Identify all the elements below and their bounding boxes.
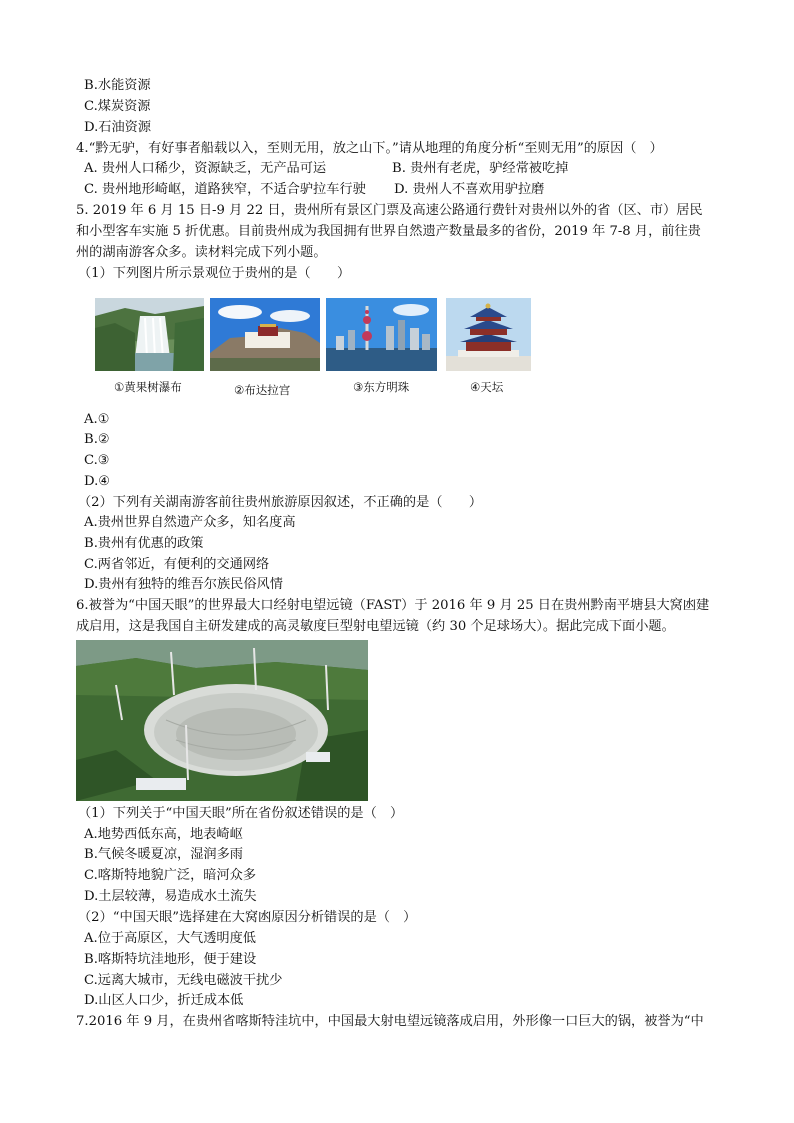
q4-option-c: C. 贵州地形崎岖，道路狭窄，不适合驴拉车行驶 (84, 182, 366, 197)
q6-sub2-option-c: C.远离大城市，无线电磁波干扰少 (84, 973, 283, 988)
q5-sub2-option-c: C.两省邻近，有便利的交通网络 (84, 557, 270, 572)
q6-sub1-question: （1）下列关于“中国天眼”所在省份叙述错误的是（ ） (78, 806, 404, 821)
q6-sub1-option-a: A.地势西低东高，地表崎岖 (84, 827, 243, 842)
q5-sub2-option-d: D.贵州有独特的维吾尔族民俗风情 (84, 577, 283, 592)
image-caption-2: ②布达拉宫 (234, 383, 291, 397)
q6-sub2-question: （2）“中国天眼”选择建在大窝凼原因分析错误的是（ ） (78, 910, 417, 925)
q6-stem-line-2: 成启用，这是我国自主研发建成的高灵敏度巨型射电望远镜（约 30 个足球场大）。据此完成下面小题。 (76, 619, 675, 634)
q6-sub2-option-d: D.山区人口少，折迁成本低 (84, 993, 244, 1008)
q6-sub2-option-a: A.位于高原区，大气透明度低 (84, 931, 256, 946)
q5-sub2-question: （2）下列有关湖南游客前往贵州旅游原因叙述，不正确的是（ ） (78, 495, 483, 510)
image-caption-4: ④天坛 (470, 380, 504, 394)
q5-sub1-question: （1）下列图片所示景观位于贵州的是（ ） (78, 266, 351, 281)
q5-stem-line-3: 州的湖南游客众多。读材料完成下列小题。 (76, 245, 327, 260)
q6-stem-line-1: 6.被誉为“中国天眼”的世界最大口经射电望远镜（FAST）于 2016 年 9 月 25 日在贵州黔南平塘县大窝凼建 (76, 598, 710, 613)
temple-of-heaven-image (446, 298, 531, 371)
q6-sub1-option-d: D.土层较薄，易造成水土流失 (84, 889, 257, 904)
q5-stem-line-2: 和小型客车实施 5 折优惠。目前贵州成为我国拥有世界自然遗产数量最多的省份，2019 年 7-8 月，前往贵 (76, 224, 701, 239)
q6-sub1-option-b: B.气候冬暖夏凉，湿润多雨 (84, 847, 243, 862)
q5-sub1-option-b: B.② (84, 432, 110, 447)
q7-stem: 7.2016 年 9 月，在贵州省喀斯特洼坑中，中国最大射电望远镜落成启用，外形像一口巨大的锅，被誉为“中 (76, 1014, 704, 1029)
q4-option-d: D. 贵州人不喜欢用驴拉磨 (394, 182, 545, 197)
q4-option-a: A. 贵州人口稀少，资源缺乏，无产品可运 (84, 161, 327, 176)
q5-sub2-option-a: A.贵州世界自然遗产众多，知名度高 (84, 515, 296, 530)
q6-sub2-option-b: B.喀斯特坑洼地形，便于建设 (84, 952, 257, 967)
image-caption-1: ①黄果树瀑布 (114, 380, 182, 394)
q4-stem: 4.“黔无驴，有好事者船载以入，至则无用，放之山下。”请从地理的角度分析“至则无用”的原因（ ） (76, 141, 663, 156)
image-caption-3: ③东方明珠 (353, 380, 410, 394)
q5-sub1-option-c: C.③ (84, 453, 110, 468)
q3-option-d: D.石油资源 (84, 120, 152, 135)
oriental-pearl-image (326, 298, 437, 371)
q4-option-b: B. 贵州有老虎，驴经常被吃掉 (392, 161, 569, 176)
q5-sub2-option-b: B.贵州有优惠的政策 (84, 536, 204, 551)
q5-sub1-option-d: D.④ (84, 474, 111, 489)
q5-sub1-option-a: A.① (84, 412, 110, 427)
q6-sub1-option-c: C.喀斯特地貌广泛，暗河众多 (84, 868, 257, 883)
q5-stem-line-1: 5. 2019 年 6 月 15 日-9 月 22 日，贵州所有景区门票及高速公路通行费针对贵州以外的省（区、市）居民 (76, 203, 703, 218)
huangguoshu-waterfall-image (95, 298, 204, 371)
q3-option-b: B.水能资源 (84, 78, 151, 93)
potala-palace-image (210, 298, 320, 371)
fast-telescope-image (76, 640, 368, 801)
q3-option-c: C.煤炭资源 (84, 99, 151, 114)
